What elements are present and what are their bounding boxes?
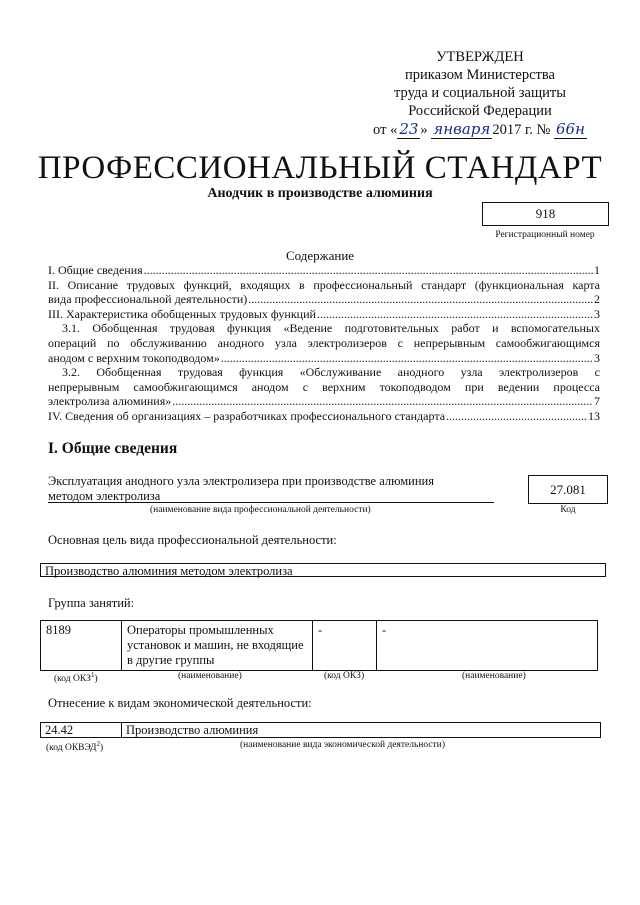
occupation-name-cell: - (377, 621, 598, 671)
table-of-contents (48, 263, 600, 424)
date-mid: » (420, 122, 428, 138)
document-subtitle: Анодчик в производстве алюминия (207, 186, 433, 201)
toc-item-text[interactable]: II. Описание трудовых функций, входящих в профессиональный стандарт (функциональная карта (48, 277, 600, 292)
okved-code-cell: 24.42 (41, 723, 122, 738)
activity-code: 27.081 (528, 475, 608, 504)
goal-heading: Основная цель вида профессиональной деятельности: (48, 533, 337, 547)
occupation-table (40, 620, 598, 671)
registration-label: Регистрационный номер (495, 230, 595, 240)
toc-heading: Содержание (285, 248, 355, 263)
code-label: Код (560, 505, 576, 515)
okved-name-cell: Производство алюминия (122, 723, 601, 738)
approval-line: УТВЕРЖДЕН (436, 49, 524, 65)
date-month: января (433, 120, 491, 138)
toc-item[interactable]: III. Характеристика обобщенных трудовых функций ..... 3 (48, 307, 600, 322)
okz-code-cell: 8189 (41, 621, 122, 671)
toc-item[interactable]: вида профессиональной деятельности) ..... 2 (48, 292, 600, 307)
okved-code-label: (код ОКВЭД$^2$) (46, 740, 104, 754)
order-number: 66н (555, 120, 585, 138)
okved-table (40, 722, 601, 738)
name-label: (наименование) (462, 671, 526, 681)
registration-number: 918 (482, 202, 609, 226)
toc-item[interactable]: I. Общие сведения ..... 1 (48, 263, 600, 278)
approval-block (360, 48, 600, 139)
name-label: (наименование) (178, 671, 242, 681)
toc-item-text[interactable]: 3.1. Обобщенная трудовая функция «Ведение подготовительных работ и вспомогательных (62, 321, 600, 336)
activity-note: (наименование вида профессиональной деятельности) (150, 505, 371, 515)
approval-line: Российской Федерации (408, 103, 552, 119)
activity-underline (48, 502, 494, 503)
approval-line: приказом Министерства (405, 67, 555, 83)
date-day: 23 (399, 120, 419, 138)
toc-item[interactable]: IV. Сведения об организациях – разработчиках профессионального стандарта ..... 13 (48, 409, 600, 424)
activity-name: Эксплуатация анодного узла электролизера при производстве алюминия методом электролиза (48, 474, 434, 503)
okz-code-label: (код ОКЗ) (324, 671, 365, 681)
toc-item-text: операций по обслуживанию анодного узла электролизеров с непрерывным самообжигающимся (48, 335, 600, 350)
toc-item[interactable]: анодом с верхним токоподводом» ..... 3 (48, 351, 600, 366)
okved-heading: Отнесение к видам экономической деятельности: (48, 696, 312, 710)
group-heading: Группа занятий: (48, 596, 135, 610)
okved-name-label: (наименование вида экономической деятельности) (240, 740, 445, 750)
occupation-name-cell: Операторы промышленных установок и машин, не входящие в другие группы (122, 621, 313, 671)
toc-item[interactable]: электролиза алюминия» ..... 7 (48, 394, 600, 409)
okz-code-label: (код ОКЗ$^1$) (54, 671, 98, 685)
date-year: 2017 г. № (492, 122, 551, 138)
toc-item-text[interactable]: 3.2. Обобщенная трудовая функция «Обслуживание анодного узла электролизеров с (62, 365, 600, 380)
goal-value: Производство алюминия методом электролиза (40, 563, 606, 577)
okz-code-cell: - (313, 621, 377, 671)
section-heading: I. Общие сведения (48, 440, 178, 457)
approval-line: труда и социальной защиты (394, 85, 566, 101)
date-prefix: от « (373, 122, 398, 138)
approval-date-line (360, 120, 600, 139)
document-title: ПРОФЕССИОНАЛЬНЫЙ СТАНДАРТ (37, 150, 603, 186)
toc-item-text: непрерывным самообжигающимся анодом с верхним токоподводом при ведении процесса (48, 379, 600, 394)
